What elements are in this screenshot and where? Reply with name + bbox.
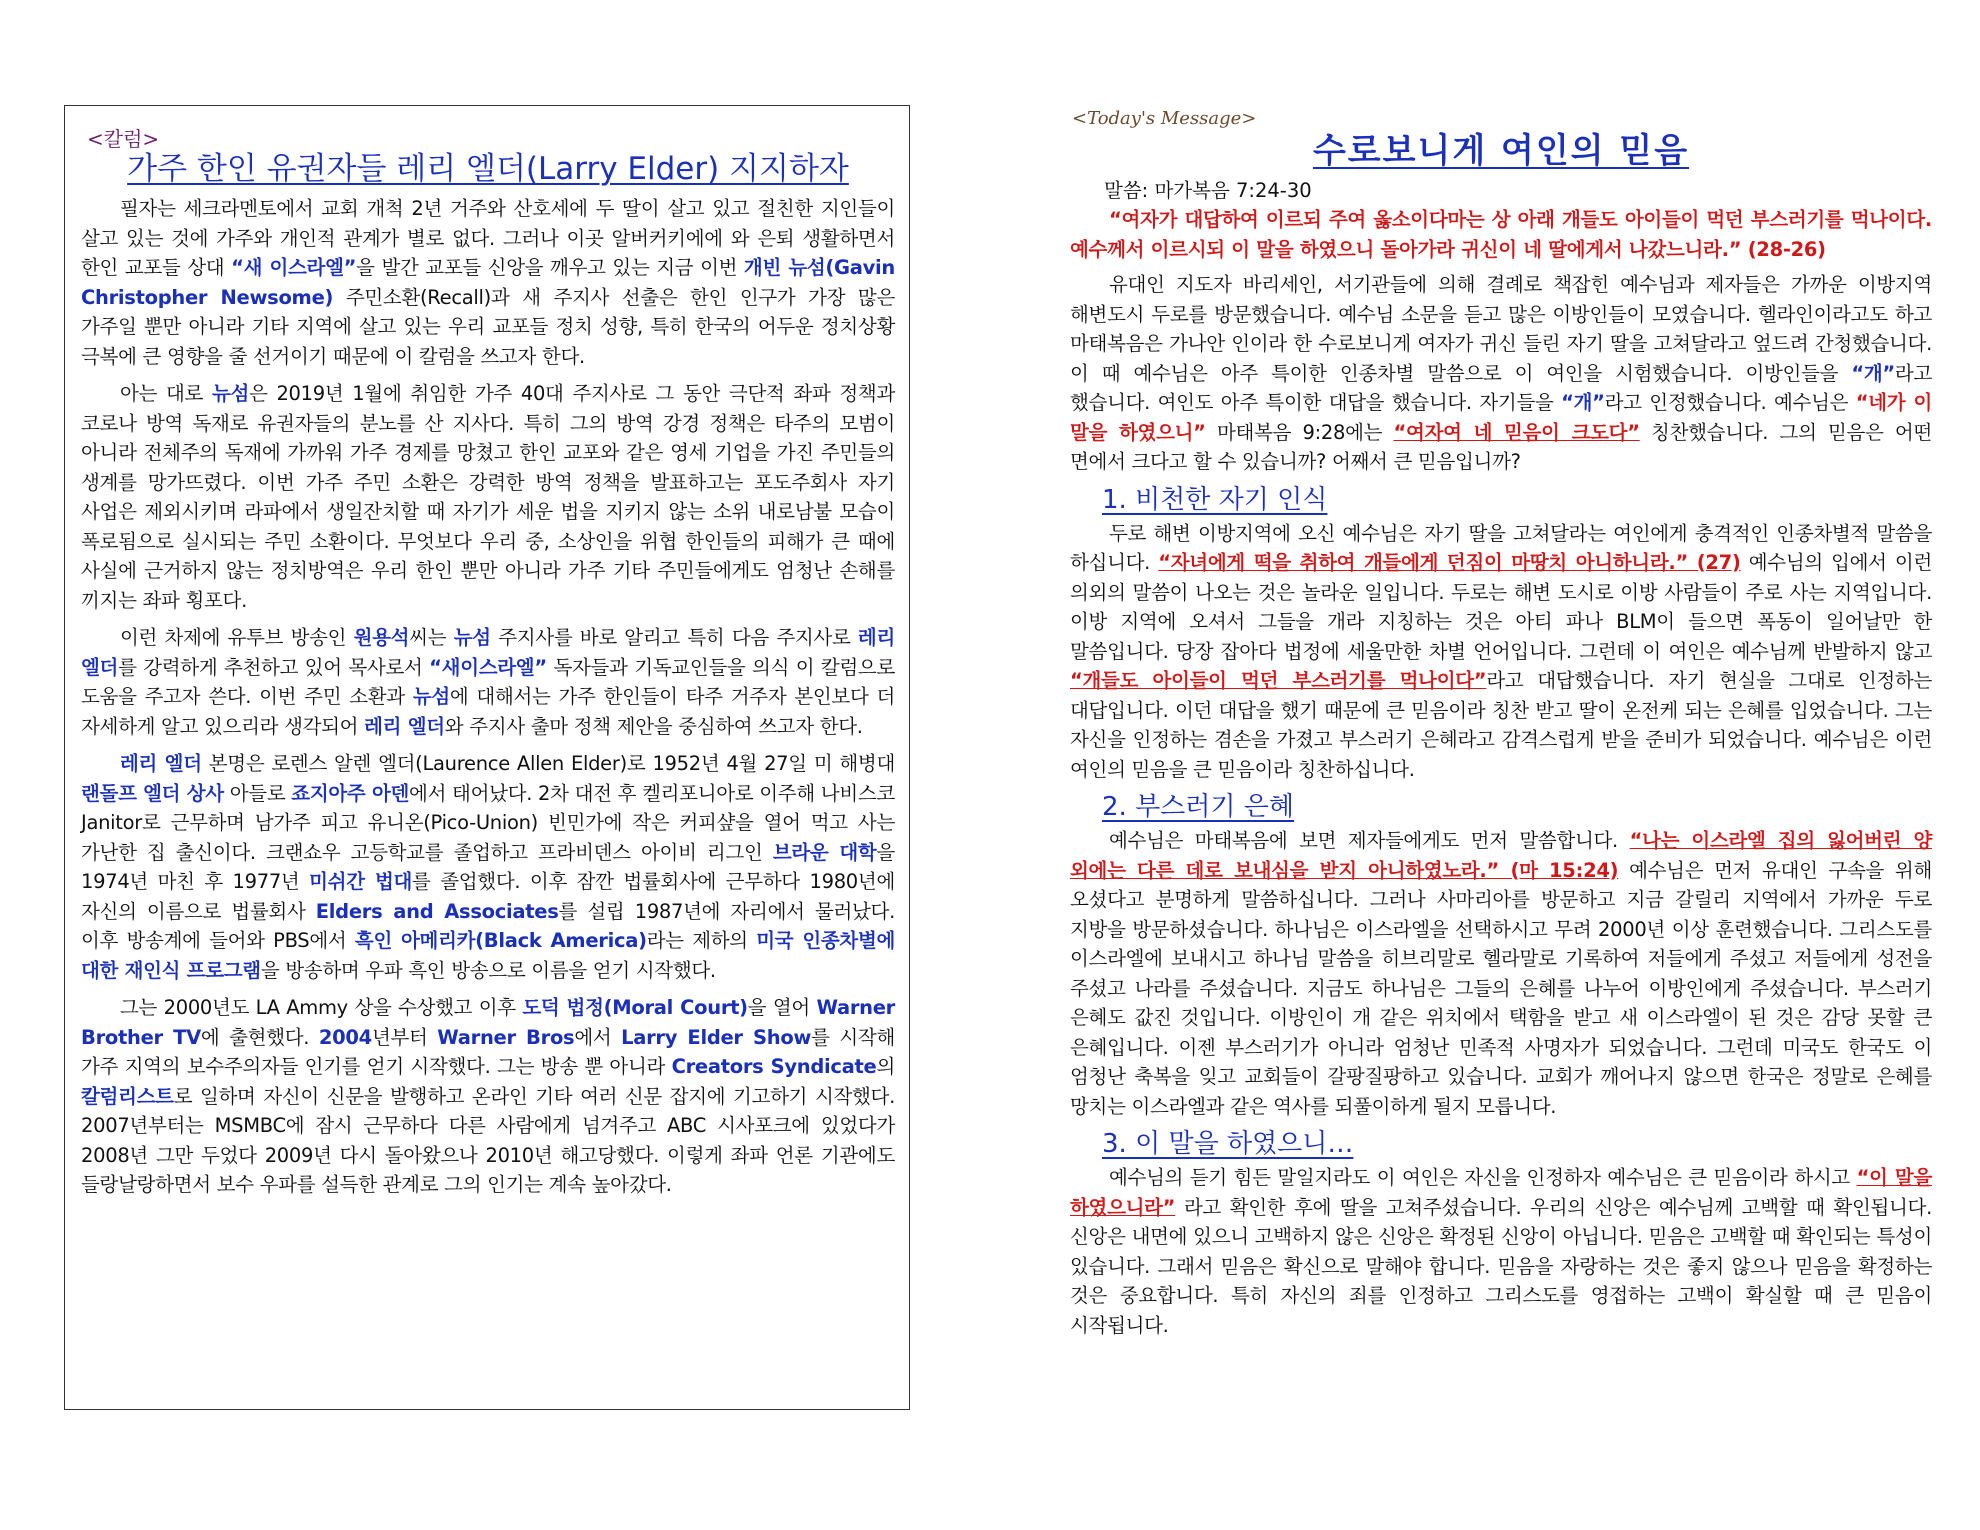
body-text: 필자는 세크라멘토에서 교회 개척 2년 거주와 산호세에 두 딸이 살고 있고 절친한 지인들이 살고 있는 것에 가주와 개인적 관계가 별로 없다. 그러나 이곳 알버커키에에 와 은퇴 생활하면서 한인 교포들 상대 xyxy=(81,197,895,279)
body-text: 라고 했습니다. 여인도 아주 특이한 대답을 했습니다. 자기들을 xyxy=(1070,361,1932,414)
highlighted-text: 개빈 뉴섬(Gavin Christopher Newsome) xyxy=(81,256,895,309)
body-text: 예수님의 듣기 힘든 말일지라도 이 여인은 자신을 인정하자 예수님은 큰 믿음이라 하시고 xyxy=(1109,1166,1857,1189)
column-paragraph-3 xyxy=(81,623,895,741)
body-text: 아는 대로 xyxy=(120,382,212,405)
body-text: 에 출현했다. xyxy=(200,1025,319,1049)
highlighted-text: 뉴섬 xyxy=(453,626,491,649)
body-text: 를 시작해 가주 지역의 보수주의자들 인기를 얻기 시작했다. 그는 방송 뿐 아니라 xyxy=(81,1025,895,1078)
column-paragraph-5 xyxy=(81,993,895,1200)
body-text: 을 열어 xyxy=(747,996,817,1019)
section-3-body xyxy=(1070,1163,1932,1340)
body-text: 주지사를 바로 알리고 특히 다음 주지사로 xyxy=(490,626,858,649)
highlighted-text: 칼럼리스트 xyxy=(81,1084,174,1108)
column-headline: 가주 한인 유권자들 레리 엘더(Larry Elder) 지지하자 xyxy=(127,151,849,187)
body-text: 은 2019년 1월에 취임한 가주 40대 주지사로 그 동안 극단적 좌파 정책과 코로나 방역 독재로 유권자들의 분노를 산 지사다. 특히 그의 방역 강경 정책은 타주의 모범이 아니라 전체주의 독재에 가까워 가주 경제를 망쳤고 한인 교포와 같은 영세 기업을 가진 주민들의 생계를 망가뜨렸다. 이번 가주 주민 소환은 강력한 방역 정책을 발표하고는 포도주회사 자기 사업은 제외시키며 라파에서 생일잔치할 때 자기가 세운 법을 지키지 않는 소위 내로남불 모습이 폭로됨으로 실시되는 주민 소환이다. 무엇보다 우리 중, 소상인을 위협 한인들의 피해가 큰 때에 사실에 근거하지 않는 정치방역은 우리 한인 뿐만 아니라 가주 기타 주민들에게도 엄청난 손해를 끼지는 좌파 횡포다. xyxy=(81,382,895,612)
body-text: 의 xyxy=(876,1055,896,1078)
highlighted-text: 레리 엘더 xyxy=(364,714,445,738)
todays-message-column xyxy=(1070,108,1932,1346)
body-text: 라고 대답했습니다. 자기 현실을 그대로 인정하는 대답입니다. 이던 대답을 했기 때문에 큰 믿음이라 칭찬 받고 딸이 온전케 되는 은혜를 입었습니다. 그는 자신을 인정하는 겸손을 가졌고 부스러기 은혜라고 감격스럽게 받을 준비가 되었습니다. 예수님은 이런 여인의 믿음을 큰 믿음이라 칭찬하십니다. xyxy=(1070,669,1933,781)
body-text: 라고 확인한 후에 딸을 고쳐주셨습니다. 우리의 신앙은 예수님께 고백할 때 확인됩니다. 신앙은 내면에 있으니 고백하지 않은 신앙은 확정된 신앙이 아닙니다. 믿음은 고백할 때 확인되는 특성이 있습니다. 그래서 믿음은 확신으로 말해야 합니다. 믿음을 자랑하는 것은 좋지 않으나 믿음을 확정하는 것은 중요합니다. 특히 자신의 죄를 인정하고 그리스도를 영접하는 고백이 확실할 때 큰 믿음이 시작됩니다. xyxy=(1070,1195,1932,1337)
highlighted-text: “네가 이 말을 하였으니” xyxy=(1070,391,1932,444)
highlighted-text: Warner Bros xyxy=(437,1025,575,1049)
body-text: 를 설립 1987년에 자리에서 물러났다. 이후 방송계에 들어와 PBS에서 xyxy=(81,899,895,952)
highlighted-text: “여자여 네 믿음이 크도다” xyxy=(1393,420,1640,444)
highlighted-text: “새 이스라엘” xyxy=(231,256,357,279)
body-text: 본명은 로렌스 알렌 엘더(Laurence Allen Elder)로 1952년 4월 27일 미 해병대 xyxy=(201,752,895,775)
body-text: 예수님은 마태복음에 보면 제자들에게도 먼저 말씀합니다. xyxy=(1109,829,1630,852)
body-text: 주민소환(Recall)과 새 주지사 선출은 한인 인구가 가장 많은 가주일 뿐만 아니라 기타 지역에 살고 있는 우리 교포들 정치 성향, 특히 한국의 어두운 정치상황 극복에 큰 영향을 줄 선거이기 때문에 이 칼럼을 쓰고자 한다. xyxy=(81,285,895,368)
highlighted-text: 미국 인종차별에 대한 재인식 프로그램 xyxy=(81,929,896,982)
column-paragraph-2 xyxy=(81,379,895,615)
body-text: 에 대해서는 가주 한인들이 타주 거주자 본인보다 더 자세하게 알고 있으리라 생각되어 xyxy=(81,685,895,738)
highlighted-text: 레리 엘더 xyxy=(120,752,202,775)
body-text: 에서 xyxy=(574,1025,622,1049)
highlighted-text: Larry Elder Show xyxy=(621,1025,812,1049)
body-text: 와 주지사 출마 정책 제안을 중심하여 쓰고자 한다. xyxy=(444,714,863,738)
body-text: 를 졸업했다. 이후 잠깐 법률회사에 근무하다 1980년에 자신의 이름으로 법률회사 xyxy=(81,870,895,923)
body-text: 라는 제하의 xyxy=(646,929,757,952)
highlighted-text: “이 말을 하였으니라” xyxy=(1070,1166,1932,1219)
column-article-box xyxy=(64,105,910,1410)
highlighted-text: 죠지아주 아덴 xyxy=(291,781,410,805)
body-text: 예수님은 먼저 유대인 구속을 위해 오셨다고 분명하게 말씀하십니다. 그러나 사마리아를 방문하고 지금 갈릴리 지역에서 가까운 두로 지방을 방문하셨습니다. 하나님은 이스라엘을 선택하시고 무려 2000년 이상 훈련했습니다. 그리스도를 이스라엘에 보내시고 하나님 말씀을 히브리말로 헬라말로 기록하여 저들에게 주셨고 저들에게 성전을 주셨고 나라를 주셨습니다. 지금도 하나님은 그들의 은혜를 나누어 이방인에게 주셨습니다. 부스러기 은혜도 값진 것입니다. 이방인이 개 같은 위치에서 택함을 받고 새 이스라엘이 된 것은 감당 못할 큰 은혜입니다. 이젠 부스러기가 아니라 엄청난 민족적 사명자가 되었습니다. 그런데 미국도 한국도 이 엄청난 축복을 잊고 교회들이 갈팡질팡하고 있습니다. 교회가 깨어나지 않으면 한국은 정말로 은혜를 망치는 이스라엘과 같은 역사를 되풀이하게 될지 모릅니다. xyxy=(1070,858,1932,1118)
column-tag: <칼럼> xyxy=(87,127,160,151)
highlighted-text: “자녀에게 떡을 취하여 개들에게 던짐이 마땅치 아니하니라.” (27) xyxy=(1158,551,1741,574)
highlighted-text: 뉴섬 xyxy=(412,685,450,708)
body-text: 유대인 지도자 바리세인, 서기관들에 의해 결례로 책잡힌 예수님과 제자들은 가까운 이방지역 해변도시 두로를 방문했습니다. 예수님 소문을 듣고 많은 이방인들이 모였습니다. 헬라인이라고도 하고 마태복음은 가나안 인이라 한 수로보니게 여자가 귀신 들린 자기 딸을 고쳐달라고 엎드려 간청했습니다. 이 때 예수님은 아주 특이한 인종차별 말씀으로 이 여인을 시험했습니다. 이방인들을 xyxy=(1070,273,1932,385)
body-text: 로 일하며 자신이 신문을 발행하고 온라인 기타 여러 신문 잡지에 기고하기 시작했다. 2007년부터는 MSMBC에 잠시 근무하다 다른 사람에게 넘겨주고 ABC 시사포크에 있었다가 2008년 그만 두었다 2009년 다시 돌아왔으나 2010년 해고당했다. 이렇게 좌파 언론 기관에도 들랑날랑하면서 보수 우파를 설득한 관계로 그의 인기는 계속 높아갔다. xyxy=(81,1084,895,1196)
highlighted-text: 미쉬간 법대 xyxy=(309,870,413,893)
body-text: 년부터 xyxy=(371,1025,438,1049)
body-text: 에서 태어났다. 2차 대전 후 켈리포니아로 이주해 나비스코 Janitor로 근무하며 남가주 피고 유니온(Pico-Union) 빈민가에 작은 커피샾을 열어 먹고 사는 가난한 집 출신이다. 크랜쇼우 고등학교를 졸업하고 프라비덴스 아이비 리그인 xyxy=(81,781,895,864)
column-paragraph-4 xyxy=(81,749,895,985)
highlighted-text: 2004 xyxy=(318,1025,372,1049)
highlighted-text: “개들도 아이들이 먹던 부스러기를 먹나이다” xyxy=(1070,669,1487,692)
scripture-reference: 말씀: 마가복음 7:24-30 xyxy=(1104,179,1312,202)
body-text: 씨는 xyxy=(409,626,454,649)
section-heading-2: 2. 부스러기 은혜 xyxy=(1102,792,1295,822)
highlighted-text: 레리 엘더 xyxy=(81,626,895,679)
body-text: 을 발간 교포들 신앙을 깨우고 있는 지금 이번 xyxy=(356,256,744,279)
body-text: 이런 차제에 유투브 방송인 xyxy=(120,626,354,649)
body-text: 아들로 xyxy=(223,781,292,805)
body-text: 을 1974년 마친 후 1977년 xyxy=(81,840,895,893)
body-text: 마태복음 9:28에는 xyxy=(1205,420,1394,444)
section-heading-3: 3. 이 말을 하였으니… xyxy=(1102,1129,1354,1159)
body-text: 예수님의 입에서 이런 의외의 말씀이 나오는 것은 놀라운 일입니다. 두로는 해변 도시로 이방 사람들이 주로 사는 지역입니다. 이방 지역에 오셔서 그들을 개라 지칭하는 것은 아티 파나 BLM이 들으면 폭동이 일어날만 한 말씀입니다. 당장 잡아다 법정에 세울만한 차별 언어입니다. 그런데 이 여인은 예수님께 반발하지 않고 xyxy=(1070,551,1932,663)
highlighted-text: 뉴섬 xyxy=(211,382,250,405)
message-intro xyxy=(1070,270,1932,477)
body-text: 두로 해변 이방지역에 오신 예수님은 자기 딸을 고쳐달라는 여인에게 충격적인 인종차별적 말씀을 하십니다. xyxy=(1070,521,1932,574)
highlighted-text: 랜돌프 엘더 상사 xyxy=(81,781,224,805)
highlighted-text: 흑인 아메리카(Black America) xyxy=(354,929,647,952)
message-title: 수로보니게 여인의 믿음 xyxy=(1312,131,1690,171)
body-text: 그는 2000년도 LA Ammy 상을 수상했고 이후 xyxy=(120,996,523,1019)
body-text: 를 강력하게 추천하고 있어 목사로서 xyxy=(118,655,430,679)
section-heading-1: 1. 비천한 자기 인식 xyxy=(1102,484,1328,515)
highlighted-text: “나는 이스라엘 집의 잃어버린 양 외에는 다른 데로 보내심을 받지 아니하였노라.” (마 15:24) xyxy=(1070,829,1933,882)
highlighted-text: Warner Brother TV xyxy=(81,996,895,1049)
highlighted-text: Elders and Associates xyxy=(315,899,559,923)
section-1-body xyxy=(1070,519,1932,785)
highlighted-text: 도덕 법정(Moral Court) xyxy=(522,996,748,1019)
highlighted-text: “개” xyxy=(1561,391,1605,414)
column-paragraph-1 xyxy=(81,194,895,371)
highlighted-text: “새이스라엘” xyxy=(429,655,547,679)
highlighted-text: 원용석 xyxy=(353,626,410,649)
todays-message-tag: <Today's Message> xyxy=(1072,108,1257,129)
body-text: 라고 인정했습니다. 예수님은 xyxy=(1604,391,1856,414)
scripture-verse: “여자가 대답하여 이르되 주여 옳소이다마는 상 아래 개들도 아이들이 먹던 부스러기를 먹나이다. 예수께서 이르시되 이 말을 하였으니 돌아가라 귀신이 네 딸에게서 나갔느니라.” (28-26) xyxy=(1070,208,1932,261)
highlighted-text: 브라운 대학 xyxy=(772,840,877,864)
body-text: 칭찬했습니다. 그의 믿음은 어떤 면에서 크다고 할 수 있습니까? 어째서 큰 믿음입니까? xyxy=(1070,420,1932,473)
highlighted-text: Creators Syndicate xyxy=(671,1055,877,1078)
body-text: 독자들과 기독교인들을 의식 이 칼럼으로 도움을 주고자 쓴다. 이번 주민 소환과 xyxy=(81,655,895,708)
highlighted-text: “개” xyxy=(1851,361,1895,385)
body-text: 을 방송하며 우파 흑인 방송으로 이름을 얻기 시작했다. xyxy=(260,958,716,982)
section-2-body xyxy=(1070,826,1932,1121)
column-body xyxy=(81,194,895,1200)
